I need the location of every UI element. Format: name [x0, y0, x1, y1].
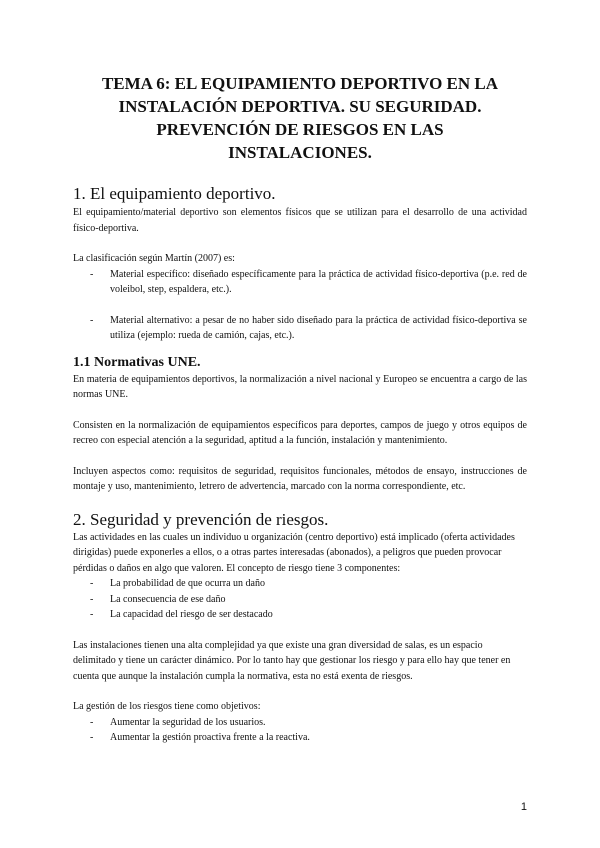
paragraph: Consisten en la normalización de equipamientos específicos para deportes, campos de juego y otros equipos de recreo con especial atención a la seguridad, aptitud a la función, instalación y mantenimiento. [73, 419, 527, 446]
title-line: INSTALACIÓN DEPORTIVA. SU SEGURIDAD. [118, 97, 482, 116]
document-title [73, 72, 527, 164]
section-2-intro: Las actividades en las cuales un individuo u organización (centro deportivo) está implicado (oferta actividades dirigidas) puede exponerles a ellos, o a otras partes interesadas (abonados), a peligros que pueden provocar pérdidas o daños en algo que valoren. El concepto de riesgo tiene 3 componentes: [73, 531, 515, 574]
title-line: INSTALACIONES. [228, 143, 372, 162]
paragraph: En materia de equipamientos deportivos, la normalización a nivel nacional y Europeo se encuentra a cargo de las normas UNE. [73, 373, 527, 400]
list-item: - La consecuencia de ese daño [73, 592, 527, 608]
list-item: - La probabilidad de que ocurra un daño [73, 576, 527, 592]
document-page [73, 0, 527, 746]
section-1-1-heading: 1.1 Normativas UNE. [73, 354, 201, 370]
section-1-heading: 1. El equipamiento deportivo. [73, 184, 276, 203]
objectives-list [73, 715, 527, 746]
paragraph: Las instalaciones tienen una alta complejidad ya que existe una gran diversidad de salas, es un espacio delimitado y tiene un carácter dinámico. Por lo tanto hay que gestionar los riesgo y para ello hay que tener en cuenta que aunque la instalación cumpla la normativa, esta no está exenta de riesgos. [73, 639, 511, 682]
classification-intro: La clasificación según Martín (2007) es: [73, 253, 235, 264]
classification-list [73, 267, 527, 344]
paragraph: Incluyen aspectos como: requisitos de seguridad, requisitos funcionales, métodos de ensayo, instrucciones de montaje y uso, mantenimiento, letrero de advertencia, marcado con la norma correspondiente, etc. [73, 465, 527, 492]
list-item: - La capacidad del riesgo de ser destacado [73, 607, 527, 623]
page-number: 1 [520, 801, 527, 813]
list-item: - Material alternativo: a pesar de no haber sido diseñado para la práctica de actividad físico-deportiva se utiliza (ejemplo: rueda de camión, cajas, etc.). [73, 313, 527, 344]
list-item: - Aumentar la seguridad de los usuarios. [73, 715, 527, 731]
section-1-intro: El equipamiento/material deportivo son elementos físicos que se utilizan para el desarrollo de una actividad físico-deportiva. [73, 207, 527, 234]
title-line: TEMA 6: EL EQUIPAMIENTO DEPORTIVO EN LA [101, 74, 499, 93]
title-line: PREVENCIÓN DE RIESGOS EN LAS [156, 120, 444, 139]
risk-components-list [73, 576, 527, 623]
list-item: - Material específico: diseñado específicamente para la práctica de actividad físico-deportiva (p.e. red de voleibol, step, espaldera, etc.). [73, 267, 527, 298]
list-item: - Aumentar la gestión proactiva frente a la reactiva. [73, 730, 527, 746]
section-2-heading: 2. Seguridad y prevención de riesgos. [73, 509, 329, 529]
objectives-intro: La gestión de los riesgos tiene como objetivos: [73, 701, 261, 712]
